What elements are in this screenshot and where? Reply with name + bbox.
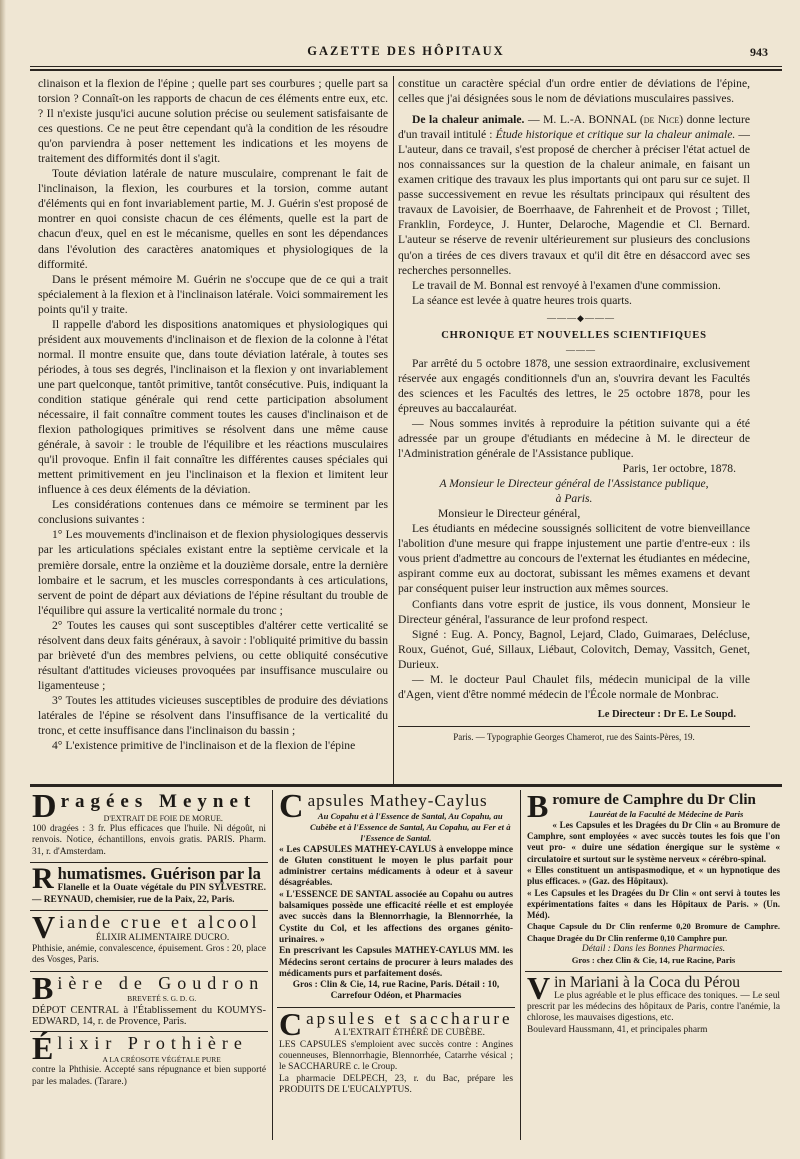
chronicle-paragraph: — Nous sommes invités à reproduire la pétition suivante qui a été adressée par un groupe d'étudiants en médecine à M. le directeur de l'Administration générale de l'Assistance publique. [398,416,750,461]
ad-title: in Mariani à la Coca du Pérou [554,973,741,991]
drop-cap: B [527,790,549,824]
left-paragraph: Dans le présent mémoire M. Guérin ne s'occupe que de ce qui a trait spécialement à la flexion et à l'inclinaison latérale. Voici sommairement les points qu'il y traite. [38,272,388,316]
header-rule [30,66,782,67]
ad-title: apsules et saccharure [306,1008,513,1028]
chronicle-paragraph: Par arrêté du 5 octobre 1878, une session extraordinaire, exclusivement réservée aux engagés conditionnels d'un an, s'ouvrira devant les Facultés des sciences et les Facultés des lettres, le 25 octobre 1878, pour les épreuves au baccalauréat. [398,356,750,415]
page-edge [0,0,6,1159]
heat-paragraph [398,112,750,278]
petition-text: Les étudiants en médecine soussignés sollicitent de votre bienveillance l'abolition d'une mesure qui frappe injustement une partie d'entre-eux : ils vous prient d'admettre au concours de l'externat les étudiantes en médecine, aspirant comme eux au doctorat, subissant les mêmes examens et devant par conséquent puiser leur instruction aux mêmes sources. [398,522,750,596]
ad-capsules-saccharure [277,1005,515,1100]
drop-cap: É [32,1030,54,1067]
ad-line: Phthisie, anémie, convalescence, épuisement. Gros : 20, place des Vosges, Paris. [32,943,266,966]
ad-title: lixir Prothière [57,1033,248,1054]
drop-cap: C [279,1005,303,1042]
ad-vin-mariani [525,969,782,1040]
ad-line: A LA CRÉOSOTE VÉGÉTALE PURE [102,1054,221,1064]
addressee: A Monsieur le Directeur général de l'Assistance publique, [439,477,709,491]
closing-formula: Confiants dans votre esprit de justice, ils vous donnent, Monsieur le Directeur général, l'assurance de leur profond respect. [398,597,750,626]
header-rule-thick [30,69,782,71]
ad-elixir-prothiere [30,1032,268,1092]
left-paragraph: Les considérations contenues dans ce mémoire se terminent par les conclusions suivantes : [38,498,388,527]
section-rule: ——— [566,344,596,355]
ad-line: Boulevard Haussmann, 41, et principales pharm [527,1024,708,1035]
ad-title: apsules Mathey-Caylus [307,791,488,810]
journal-title: GAZETTE DES HÔPITAUX [307,44,505,58]
ad-line: LES CAPSULES s'emploient avec succès contre : Angines couenneuses, Blennorrhagie, Blennorrhée, Catarrhe vésical ; le SACCHARURE c. le Croup. [279,1039,513,1073]
ad-line: D'EXTRAIT DE FOIE DE MORUE. [103,813,223,823]
ads-divider [520,790,521,1140]
ad-line: Chaque Capsule du Dr Clin renferme 0,20 Bromure de Camphre. Chaque Dragée du Dr Clin renferme 0,10 Camphre pur. [527,922,780,943]
director-signature: Le Directeur : Dr E. Le Soupd. [597,708,736,720]
signatures: Signé : Eug. A. Poncy, Bagnol, Lejard, Clado, Guimaraes, Delécluse, Roux, Guénot, Gué, Sillaux, Liébaut, Colovitch, Demay, Vassitch, Genet, Durieux. [398,627,750,671]
heat-work-title: Étude historique et critique sur la chaleur animale. [495,128,736,142]
left-paragraph: 1° Les mouvements d'inclinaison et de flexion physiologiques desservis par les articulations spéciales existant entre la septième cervicale et la première dorsale, entre la onzième et la douzième dorsale, entre la dernière lombaire et le sacrum, et les muscles correspondants à ces articulations, servent de point de départ aux déviations de l'épine résultant du trouble de l'équilibre qui assure la verticalité normale du tronc ; [38,528,388,617]
ornament-divider: ———◆——— [547,312,615,323]
session-closing: La séance est levée à quatre heures trois quarts. [412,293,632,307]
ad-line: « Les CAPSULES MATHEY-CAYLUS à enveloppe mince de Gluten constituent le moyen le plus parfait pour administrer certains médicaments à odeur et à saveur désagréables. [279,844,513,889]
heat-text: donne lecture d'un travail intitulé : [398,113,750,142]
ad-biere-goudron [30,969,268,1033]
ad-bromure-camphre [525,790,782,972]
column-divider [393,76,394,784]
heat-heading: De la chaleur animale. [412,113,525,127]
page-number: 943 [750,45,768,59]
ad-line: En prescrivant les Capsules MATHEY-CAYLUS MM. les Médecins seront certains de procurer à leurs malades des médicaments purs et parfaitement dosés. [279,946,513,979]
ad-line: « Les Capsules et les Dragées du Dr Clin « ont servi à toutes les expérimentations faites « dans les Hôpitaux de Paris. » (Un. Méd). [527,887,780,921]
drop-cap: R [32,862,54,896]
ad-line: Gros : chez Clin & Cie, 14, rue Racine, Paris [571,955,736,966]
right-intro: constitue un caractère spécial d'un ordre entier de déviations de l'épine, celles que j'ai désignées sous le nom de déviations musculaires passives. [398,77,750,106]
drop-cap: V [527,969,551,1006]
ads-divider [272,790,273,1140]
ad-line: Gros : Clin & Cie, 14, rue Racine, Paris. Détail : 10, Carrefour Odéon, et Pharmacies [292,980,500,1002]
ad-title: ière de Goudron [57,972,265,993]
page-header [30,42,782,64]
addressee-city: à Paris. [555,492,593,506]
ad-line: « L'ESSENCE DE SANTAL associée au Copahu ou autres balsamiques possède une efficacité réelle et est employée avec succès dans la Blennorrhagie, la Blennorrhée, la Cystite du Col, et les affections des organes génito-urinaires. » [279,889,513,945]
chaulet-notice: — M. le docteur Paul Chaulet fils, médecin municipal de la ville d'Agen, vient d'être nommé médecin de l'École normale de Monbrac. [398,672,750,701]
ad-title: ragées Meynet [60,791,257,812]
ad-line: BREVETÉ S. G. D. G. [127,994,197,1004]
ad-rhumatismes [30,863,268,911]
left-paragraph: 2° Toutes les causes qui sont susceptibles d'altérer cette verticalité se résolvent dans deux faits généraux, à savoir : l'obliquité primitive du bassin par brièveté d'un des membres pelviens, ou cette obliquité consécutive résultant d'attitudes vicieuses provoquées par insuffisance musculaire ou ligamenteuse ; [38,618,388,692]
left-paragraph: 3° Toutes les attitudes vicieuses susceptibles de produire des déviations latérales de l'épine se résolvent dans l'insuffisance de la verticalité du tronc, et cette insuffisance dans l'inclinaison du bassin ; [38,693,388,738]
drop-cap: B [32,969,54,1006]
ads-column-3 [525,790,782,1140]
drop-cap: V [32,908,56,945]
ads-top-rule [30,784,782,787]
ad-line: « Les Capsules et les Dragées du Dr Clin « au Bromure de Camphre, sont employées « avec succès toutes les fois que l'on veut pro- « duire une sédation énergique sur le système « circulatoire et surtout sur le système nerveux « cérébro-spinal. [527,819,780,864]
ad-viande-crue [30,908,268,972]
left-paragraph: Toute déviation latérale de nature musculaire, comprenant le fait de l'inclinaison, la flexion, les courbures et la torsion, comme autant d'éléments qui en font invariablement partie, M. J. Guérin s'est proposé de montrer en quoi consiste chacun de ces éléments, quelle est la part de chacun d'eux, quel en est le mécanisme, quelles en sont les dépendances dans l'évolution des caractères anatomiques et physiologiques de la difformité. [38,167,388,271]
ad-capsules-mathey-caylus [277,790,515,1008]
ad-line: « Elles constituent un antispasmodique, et « un hypnotique des plus efficaces. » (Gaz. des Hôpitaux). [527,864,780,887]
ad-dragees-meynet [30,790,268,863]
heat-commission: Le travail de M. Bonnal est renvoyé à l'examen d'une commission. [412,278,721,292]
left-column [38,76,388,786]
dateline: Paris, 1er octobre, 1878. [622,462,736,476]
ad-line: ÉLIXIR ALIMENTAIRE DUCRO. [95,932,230,943]
printer-rule [398,726,750,727]
left-paragraph: Il rappelle d'abord les dispositions anatomiques et physiologiques qui président aux mouvements d'inclinaison et de flexion de la colonne à l'état normal. Il montre ensuite que, dans toute déviation latérale, à toutes ses périodes, à tous ses degrés, l'inclinaison et la flexion y ont invariablement une part quelconque, tantôt primitive, tantôt consécutive. Puis, indiquant la condition statique générale qui rend cette participation absolument nécessaire, il fait connaître comment toutes les causes d'inclinaison et de flexion pathologiques primitives se résolvent dans une même cause générale, à savoir : le trouble de l'équilibre et les réactions musculaires qu'il provoque. Enfin il fait connaître les différentes causes spéciales qui mettent primitivement en jeu l'inclinaison et la flexion et limitent leur influence à ces deux éléments de la déviation. [38,317,388,497]
ads-column-1 [30,790,268,1140]
ads-column-2 [277,790,515,1140]
ad-line: Au Copahu et à l'Essence de Santal, Au Copahu, au Cubèbe et à l'Essence de Santal, Au Copahu, au Fer et à l'Essence de Santal. [310,810,511,844]
ad-title: iande crue et alcool [59,911,260,932]
salutation: Monsieur le Directeur général, [438,507,581,521]
heat-author: — M. L.-A. BONNAL (de Nice) [527,113,684,127]
ad-title: romure de Camphre du Dr Clin [552,792,756,808]
ad-line: DÉPOT CENTRAL à l'Établissement du KOUMYS-EDWARD, 14, r. de Provence, Paris. [32,1004,266,1027]
ad-line: Détail : Dans les Bonnes Pharmacies. [581,944,726,955]
ad-line: Lauréat de la Faculté de Médecine de Paris [588,808,744,819]
drop-cap: C [279,790,304,825]
ad-line: A L'EXTRAIT ÉTHÉRÉ DE CUBÈBE. [334,1028,485,1039]
section-title: CHRONIQUE ET NOUVELLES SCIENTIFIQUES [441,329,707,341]
ad-line: Flanelle et la Ouate végétale du PIN SYLVESTRE. — REYNAUD, chemisier, rue de la Paix, 22, Paris. [32,883,266,905]
right-column [398,76,750,786]
ad-line: contre la Phthisie. Accepté sans répugnance et bien supporté par les malades. (Tarare.) [32,1065,266,1087]
advertisements [30,790,782,1140]
drop-cap: D [32,790,57,825]
left-paragraph: 4° L'existence primitive de l'inclinaison et de la flexion de l'épine [52,739,356,753]
ad-line: La pharmacie DELPECH, 23, r. du Bac, prépare les PRODUITS DE L'EUCALYPTUS. [279,1073,513,1095]
heat-text-cont: — L'auteur, dans ce travail, s'est proposé de chercher à préciser l'état actuel de nos connaissances sur la question de la chaleur animale, en faisant un examen critique des travaux les plus importants qui ont paru sur ce sujet. Il passe successivement en revue les résultats principaux qui résultent des travaux de Lavoisier, de Boerrhaave, de Fahrenheit et de Provost ; Tillet, Franklin, Fordeyce, J. Hunter, Delaroche, Magendie et Cl. Bernard. L'auteur se réserve de revenir ultérieurement sur plusieurs des conclusions qu'on a tirées de ces divers travaux et qu'il dit être en désaccord avec ses recherches personnelles. [398,128,750,277]
printer-line: Paris. — Typographie Georges Chamerot, rue des Saints-Pères, 19. [453,731,695,742]
ad-line: Le plus agréable et le plus efficace des toniques. — Le seul prescrit par les médecins des hôpitaux de Paris, contre l'anémie, la chlorose, les mauvaises digestions, etc. [527,990,780,1024]
ad-line: 100 dragées : 3 fr. Plus efficaces que l'huile. Ni dégoût, ni renvois. Notice, échantillons, envois gratis. PARIS. Pharm. 31, r. d'Amsterdam. [32,824,266,857]
ad-title: humatismes. Guérison par la [57,864,261,884]
left-paragraph: clinaison et la flexion de l'épine ; quelle part ses courbures ; quelle part sa torsion ? Connaît-on les rapports de chacun de ces éléments entre eux, etc. ? Il n'existe jusqu'ici aucune solution précise ou seulement satisfaisante de ces questions. Ce ne peut être cependant qu'à la condition de les résoudre qu'on parviendra à poser nettement les indications et les moyens de traitement des difformités dont il s'agit. [38,77,388,166]
